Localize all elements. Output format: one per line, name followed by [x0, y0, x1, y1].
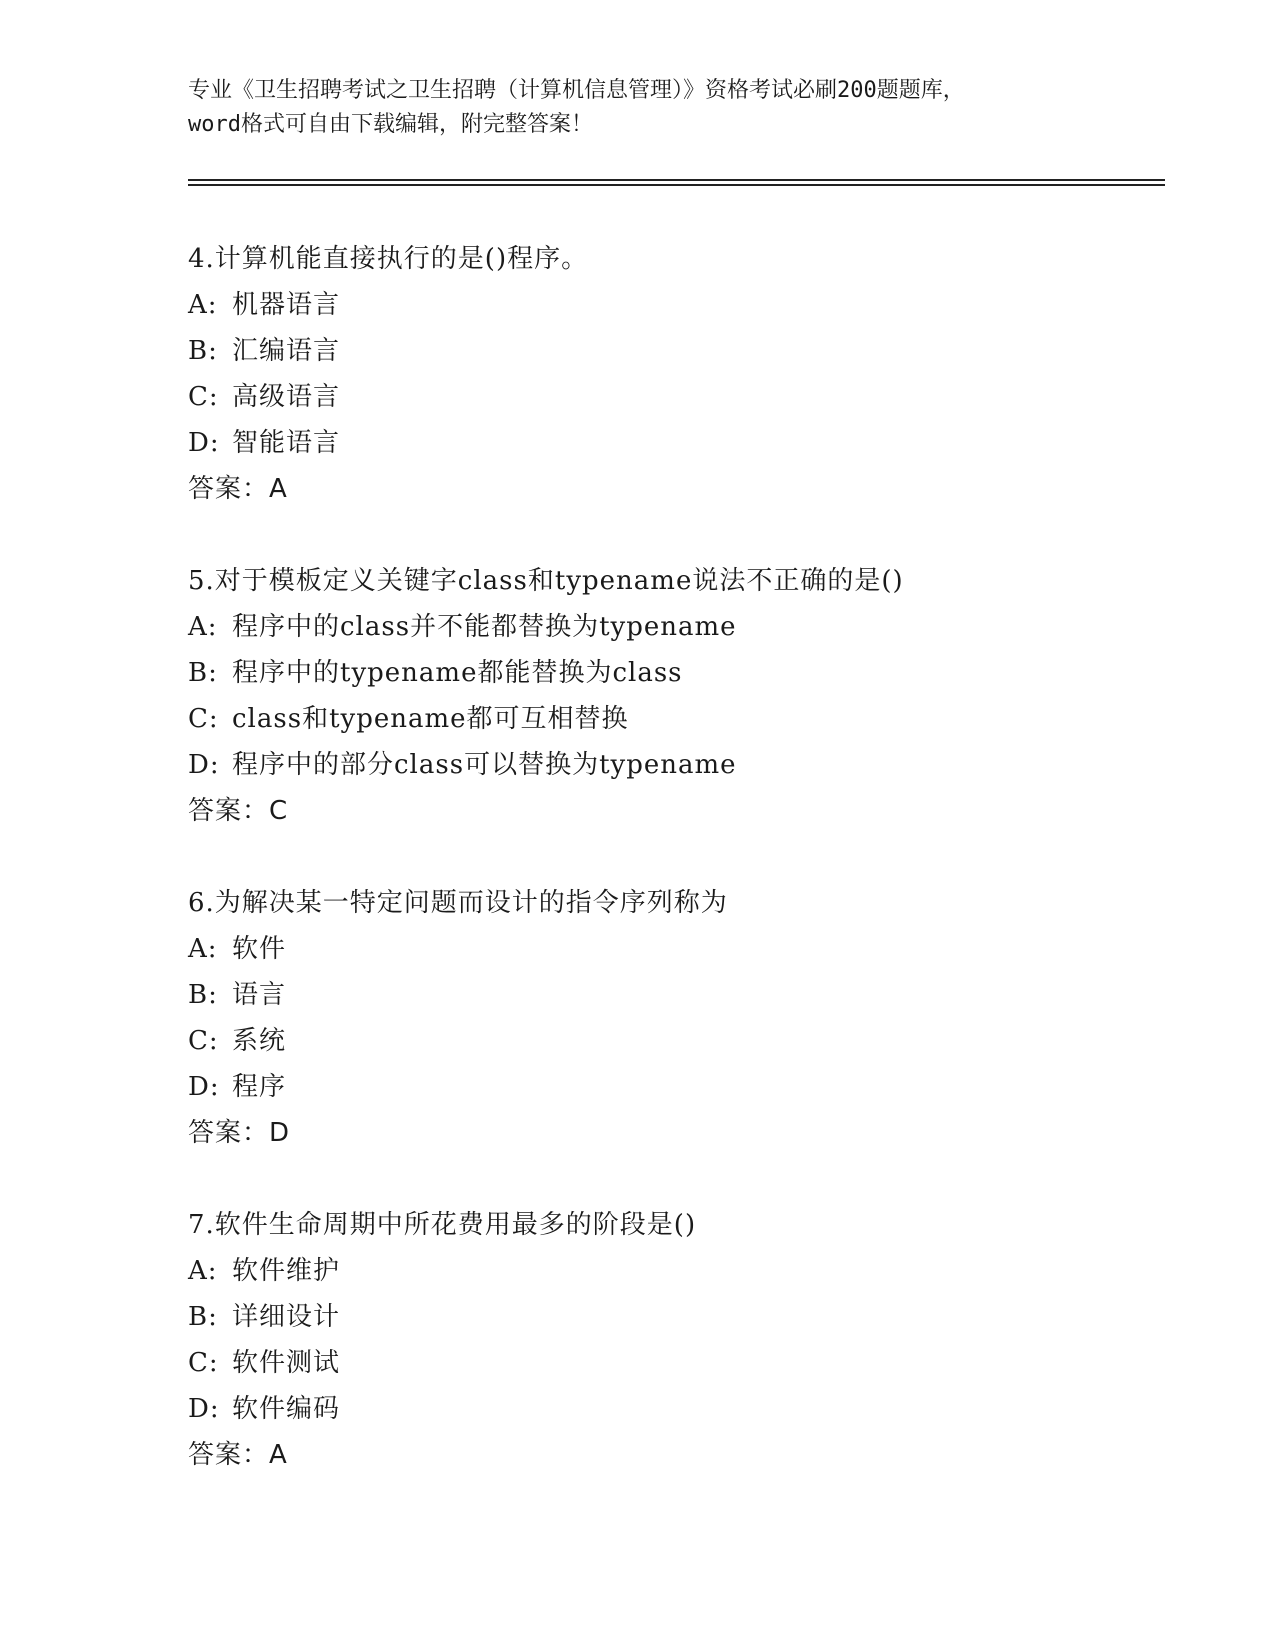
question-stem: 5.对于模板定义关键字class和typename说法不正确的是() [188, 566, 904, 596]
option-letter: D: [188, 428, 220, 458]
option-text: 程序中的class并不能都替换为typename [232, 612, 737, 642]
question-5 [188, 558, 1188, 834]
option-text: 软件测试 [232, 1348, 341, 1378]
header-title-line-1: 专业《卫生招聘考试之卫生招聘（计算机信息管理）》资格考试必刷200题题库， [188, 78, 965, 103]
option-letter: C: [188, 382, 219, 412]
option-b [188, 1294, 1188, 1340]
question-4 [188, 236, 1188, 512]
question-7 [188, 1202, 1188, 1478]
option-letter: D: [188, 1072, 220, 1102]
option-text: 程序中的部分class可以替换为typename [232, 750, 737, 780]
option-letter: A: [188, 290, 218, 320]
option-d [188, 742, 1188, 788]
option-text: 程序 [232, 1072, 287, 1102]
option-a [188, 926, 1188, 972]
option-c [188, 696, 1188, 742]
option-b [188, 328, 1188, 374]
header-divider-bottom [188, 184, 1165, 186]
answer-line: 答案：A [188, 1440, 288, 1470]
option-letter: B: [188, 980, 218, 1010]
option-text: 语言 [232, 980, 287, 1010]
option-text: 机器语言 [232, 290, 341, 320]
option-letter: C: [188, 704, 219, 734]
option-d [188, 1064, 1188, 1110]
option-letter: B: [188, 336, 218, 366]
option-letter: A: [188, 612, 218, 642]
answer-line: 答案：D [188, 1118, 291, 1148]
option-a [188, 1248, 1188, 1294]
option-c [188, 374, 1188, 420]
option-letter: C: [188, 1348, 219, 1378]
option-letter: D: [188, 1394, 220, 1424]
option-letter: A: [188, 934, 218, 964]
option-b [188, 650, 1188, 696]
option-a [188, 282, 1188, 328]
question-stem: 4.计算机能直接执行的是()程序。 [188, 244, 589, 274]
option-text: 详细设计 [232, 1302, 341, 1332]
option-letter: B: [188, 1302, 218, 1332]
option-text: 软件编码 [232, 1394, 341, 1424]
option-d [188, 1386, 1188, 1432]
option-text: 高级语言 [232, 382, 341, 412]
option-text: class和typename都可互相替换 [232, 704, 629, 734]
option-a [188, 604, 1188, 650]
option-b [188, 972, 1188, 1018]
answer-line: 答案：A [188, 474, 288, 504]
question-stem: 7.软件生命周期中所花费用最多的阶段是() [188, 1210, 697, 1240]
header-divider-top [188, 179, 1165, 181]
option-c [188, 1018, 1188, 1064]
document-header [188, 74, 1088, 142]
option-text: 软件 [232, 934, 287, 964]
question-stem: 6.为解决某一特定问题而设计的指令序列称为 [188, 888, 728, 918]
header-title-line-2: word格式可自由下载编辑，附完整答案！ [188, 112, 593, 137]
option-text: 系统 [232, 1026, 287, 1056]
answer-line: 答案：C [188, 796, 289, 826]
option-letter: D: [188, 750, 220, 780]
option-text: 智能语言 [232, 428, 341, 458]
option-text: 软件维护 [232, 1256, 341, 1286]
option-d [188, 420, 1188, 466]
option-letter: C: [188, 1026, 219, 1056]
option-c [188, 1340, 1188, 1386]
option-text: 程序中的typename都能替换为class [232, 658, 683, 688]
option-text: 汇编语言 [232, 336, 341, 366]
option-letter: A: [188, 1256, 218, 1286]
option-letter: B: [188, 658, 218, 688]
question-6 [188, 880, 1188, 1156]
